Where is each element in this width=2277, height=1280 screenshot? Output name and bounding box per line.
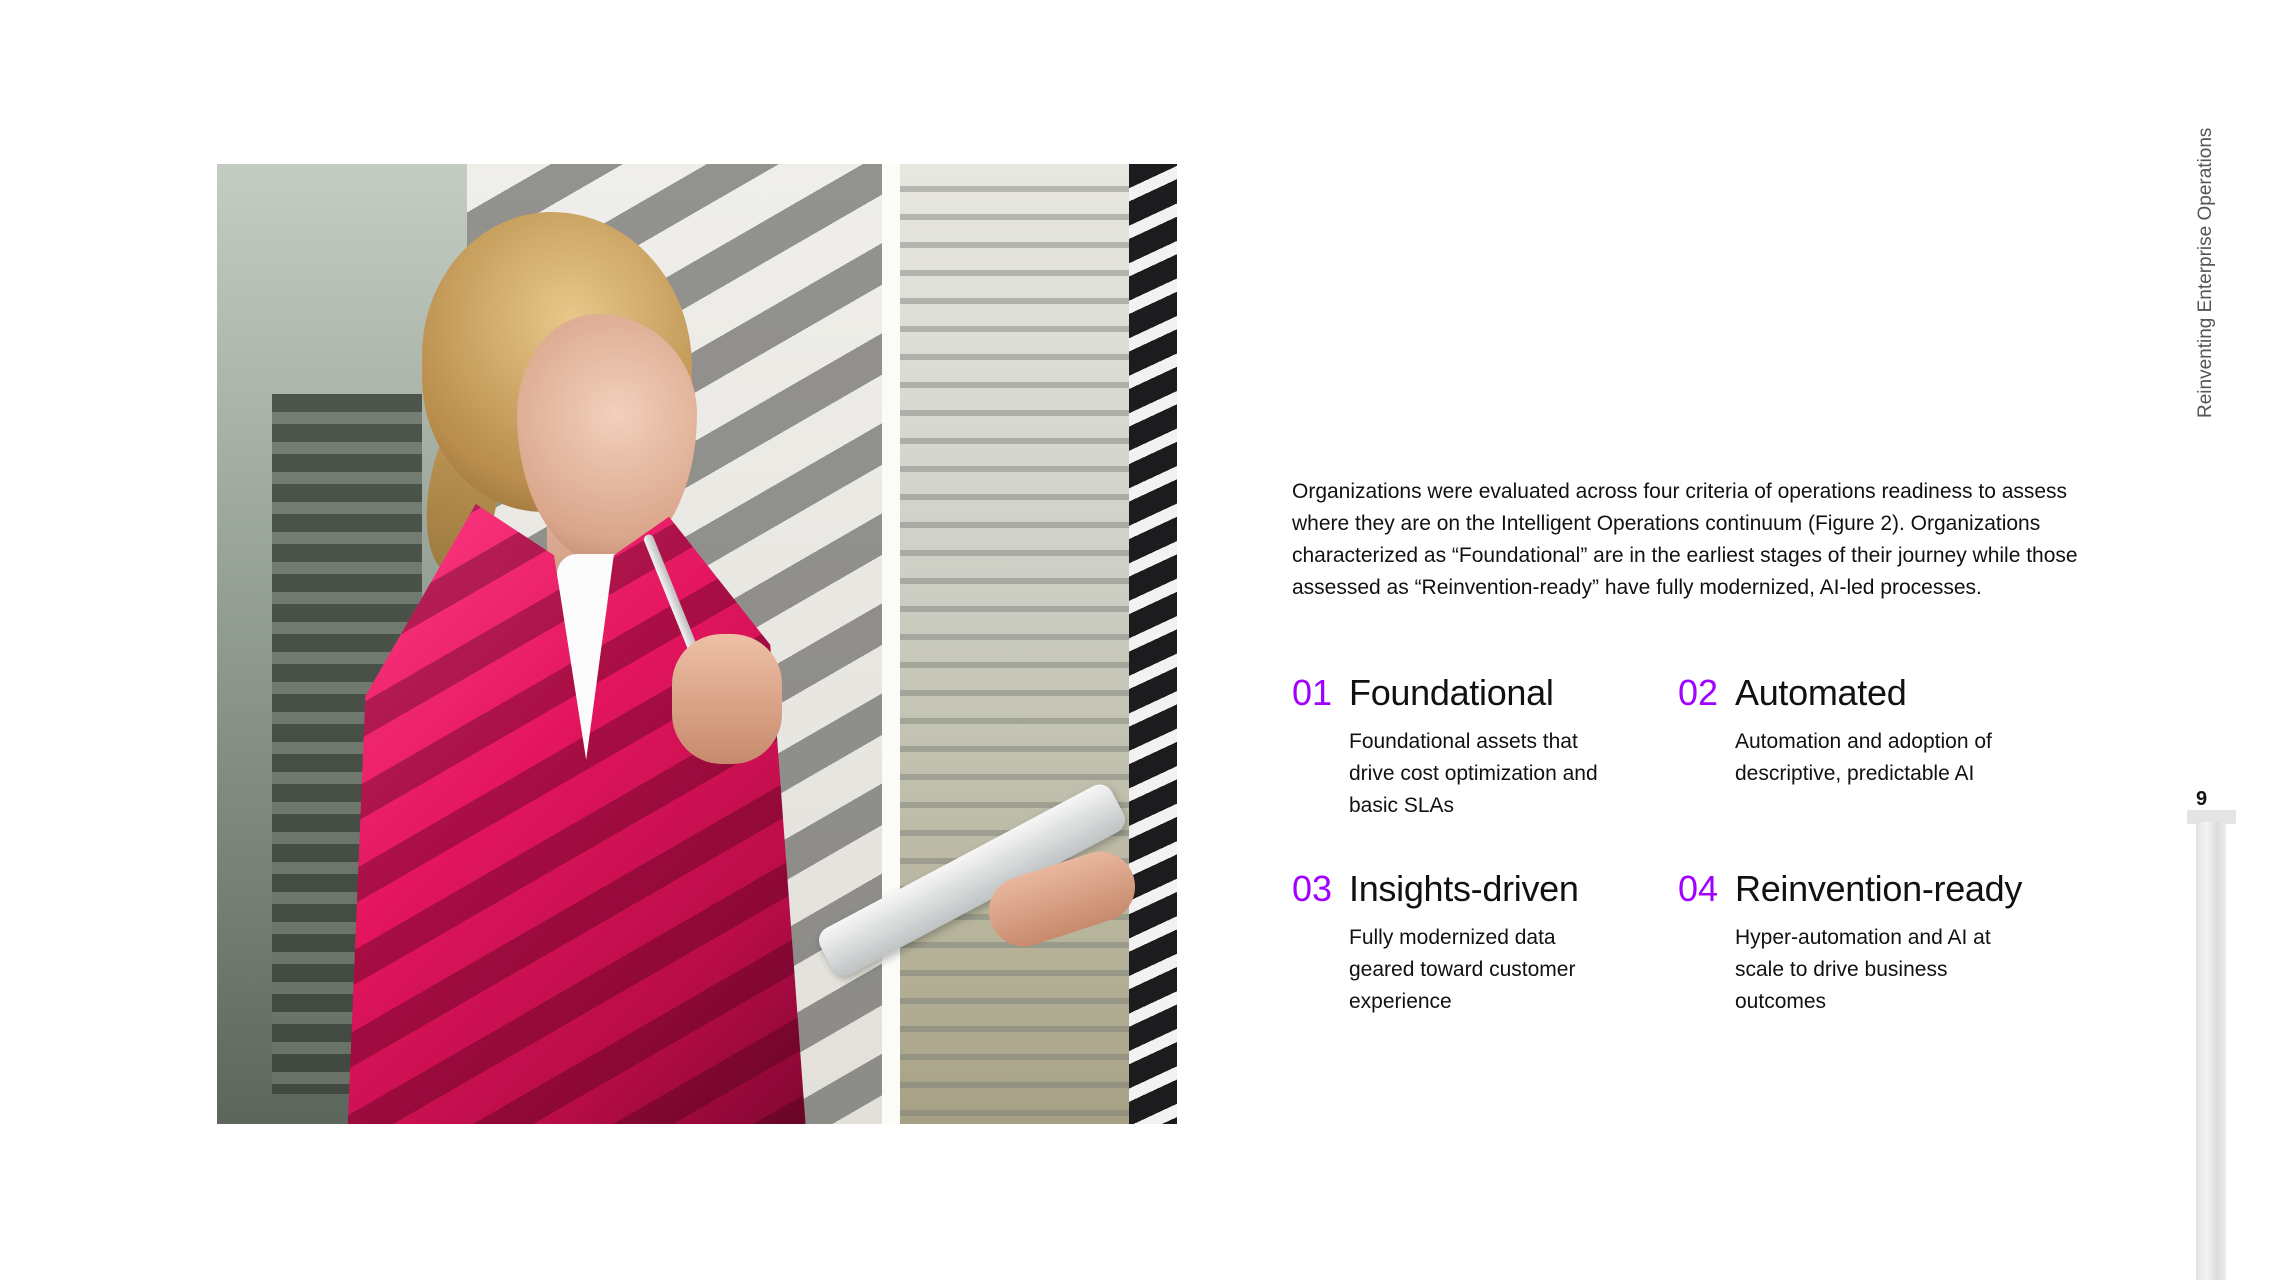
stage-title: Automated [1735, 672, 1907, 713]
stage-number: 03 [1292, 868, 1333, 909]
stage-title: Foundational [1349, 672, 1554, 713]
stage-description: Hyper-automation and AI at scale to drive business outcomes [1735, 926, 1991, 1013]
stage-title: Reinvention-ready [1735, 868, 2023, 909]
running-header: Reinventing Enterprise Operations [2195, 127, 2216, 418]
stage-number: 01 [1292, 672, 1333, 713]
stage-title: Insights-driven [1349, 868, 1579, 909]
stage-heading [1678, 868, 2038, 910]
stage-heading [1292, 672, 1652, 714]
stage-description: Fully modernized data geared toward customer experience [1349, 926, 1576, 1013]
intro-paragraph: Organizations were evaluated across four criteria of operations readiness to assess where they are on the Intelligent Operations continuum (Figure 2). Organizations characterized as “Foundational” are in the earliest stages of their journey while those assessed as “Reinvention-ready” have fully modernized, AI-led processes. [1292, 480, 2078, 599]
photo-window-frame [882, 164, 900, 1124]
stage-automated [1678, 672, 2038, 790]
stage-reinvention-ready [1678, 868, 2038, 1018]
photo-hand-holding-pen [672, 634, 782, 764]
page-scroll-track[interactable] [2196, 822, 2226, 1280]
photo-window-blinds [897, 164, 1137, 1124]
stage-description: Foundational assets that drive cost optimization and basic SLAs [1349, 730, 1598, 817]
stage-heading [1678, 672, 2038, 714]
stage-heading [1292, 868, 1652, 910]
stage-number: 02 [1678, 672, 1719, 713]
stage-foundational [1292, 672, 1652, 822]
photo-woman-with-tablet [217, 164, 1177, 1124]
stage-insights-driven [1292, 868, 1652, 1018]
photo-dark-blinds [1129, 164, 1177, 1124]
page-number: 9 [2196, 788, 2208, 810]
stage-description: Automation and adoption of descriptive, predictable AI [1735, 730, 1992, 785]
stage-number: 04 [1678, 868, 1719, 909]
